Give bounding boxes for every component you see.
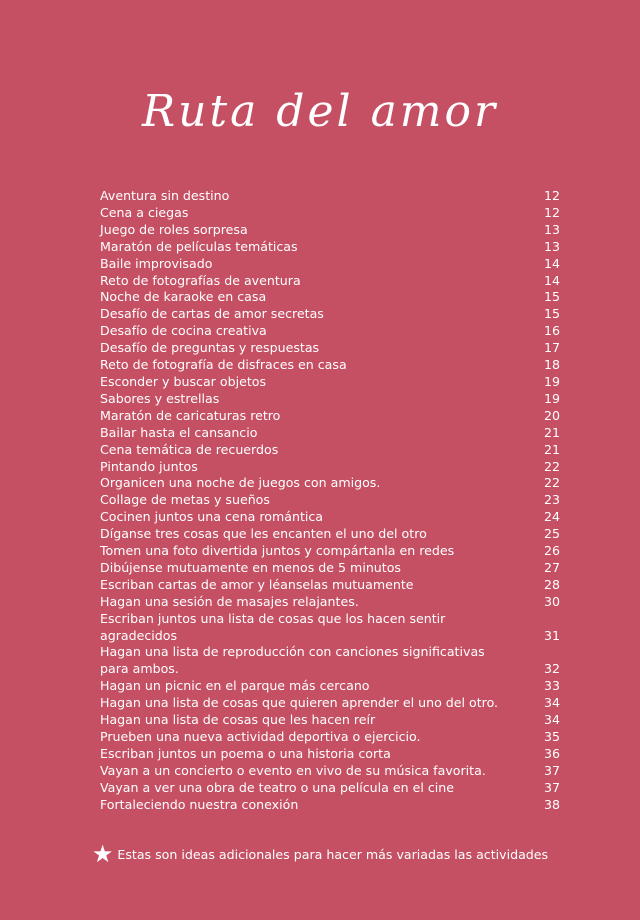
toc-entry-title: Maratón de caricaturas retro xyxy=(100,407,281,423)
toc-entry xyxy=(100,239,560,256)
toc-entry xyxy=(100,577,560,594)
toc-entry-title: Escriban juntos una lista de cosas que los hacen sentir agradecidos xyxy=(100,610,446,643)
toc-entry xyxy=(100,526,560,543)
toc-entry-title: Vayan a ver una obra de teatro o una película en el cine xyxy=(100,779,454,795)
toc-entry xyxy=(100,323,560,340)
toc-entry-title: Díganse tres cosas que les encanten el uno del otro xyxy=(100,526,427,542)
toc-entry xyxy=(100,678,560,695)
toc-entry-title: Dibújense mutuamente en menos de 5 minutos xyxy=(100,559,401,575)
toc-entry xyxy=(100,374,560,391)
toc-entry-title: Escriban juntos un poema o una historia corta xyxy=(100,745,391,761)
toc-entry xyxy=(100,644,560,678)
toc-entry-page: 28 xyxy=(543,576,560,592)
toc-entry-page: 21 xyxy=(543,424,560,440)
toc-entry xyxy=(100,273,560,290)
toc-entry-title: Reto de fotografías de aventura xyxy=(100,272,301,288)
toc-entry xyxy=(100,594,560,611)
star-icon: ★ xyxy=(91,840,114,868)
toc-entry-title: Vayan a un concierto o evento en vivo de su música favorita. xyxy=(100,762,486,778)
toc-entry xyxy=(100,289,560,306)
toc-entry xyxy=(100,306,560,323)
toc-entry-page: 19 xyxy=(543,373,560,389)
footer-text: Estas son ideas adicionales para hacer más variadas las actividades xyxy=(117,846,549,862)
page-title: Ruta del amor xyxy=(141,86,499,137)
toc-entry-title: Prueben una nueva actividad deportiva o ejercicio. xyxy=(100,729,421,744)
toc-entry-page: 17 xyxy=(543,340,560,356)
toc-entry-title: Cena temática de recuerdos xyxy=(100,441,279,457)
toc-entry-page: 22 xyxy=(543,458,560,474)
toc-entry-page: 15 xyxy=(543,306,560,322)
toc-entry xyxy=(100,222,560,239)
toc-entry xyxy=(100,712,560,729)
toc-entry-title: Organicen una noche de juegos con amigos. xyxy=(100,475,381,491)
toc-entry-page: 34 xyxy=(543,695,560,711)
toc-entry-title: Hagan un picnic en el parque más cercano xyxy=(100,678,370,694)
toc-entry-page: 37 xyxy=(543,779,560,795)
toc-entry xyxy=(100,357,560,374)
toc-entry xyxy=(100,256,560,273)
toc-entry-title: Cocinen juntos una cena romántica xyxy=(100,509,324,525)
toc-entry xyxy=(100,442,560,459)
toc-entry-title: Desafío de cocina creativa xyxy=(100,323,267,339)
toc-entry-title: Escriban cartas de amor y léanselas mutuamente xyxy=(100,576,414,592)
toc-entry-title: Tomen una foto divertida juntos y compártanla en redes xyxy=(100,543,455,559)
toc-entry-page: 13 xyxy=(543,238,560,254)
toc-entry-page: 12 xyxy=(543,188,560,203)
toc-entry-title: Esconder y buscar objetos xyxy=(100,373,267,389)
toc-entry-title: Collage de metas y sueños xyxy=(100,492,270,508)
toc-entry-page: 22 xyxy=(543,475,560,491)
toc-entry xyxy=(100,459,560,476)
toc-entry-page: 34 xyxy=(543,712,560,728)
toc-entry-title: Desafío de cartas de amor secretas xyxy=(100,306,324,322)
toc-entry-title: Noche de karaoke en casa xyxy=(100,289,267,305)
toc-entry-page: 26 xyxy=(543,543,560,559)
toc-entry xyxy=(100,611,560,645)
toc-entry xyxy=(100,188,560,205)
toc-entry xyxy=(100,763,560,780)
toc-entry-page: 23 xyxy=(543,492,560,508)
toc-entry xyxy=(100,543,560,560)
toc-entry xyxy=(100,391,560,408)
toc-entry xyxy=(100,746,560,763)
toc-entry-title: Hagan una lista de cosas que les hacen reír xyxy=(100,712,376,728)
toc-entry xyxy=(100,695,560,712)
toc-entry-title: Pintando juntos xyxy=(100,458,198,474)
table-of-contents xyxy=(100,188,560,814)
toc-entry-page: 33 xyxy=(543,678,560,694)
toc-entry xyxy=(100,560,560,577)
toc-entry-page: 30 xyxy=(543,593,560,609)
toc-entry-page: 14 xyxy=(543,272,560,288)
toc-entry-page: 20 xyxy=(543,407,560,423)
toc-entry-title: Hagan una lista de cosas que quieren aprender el uno del otro. xyxy=(100,695,499,711)
toc-entry xyxy=(100,729,560,746)
toc-entry xyxy=(100,475,560,492)
toc-entry xyxy=(100,425,560,442)
toc-entry xyxy=(100,797,560,814)
toc-entry-page: 37 xyxy=(543,762,560,778)
toc-entry xyxy=(100,408,560,425)
toc-entry xyxy=(100,492,560,509)
toc-entry-page: 38 xyxy=(543,796,560,812)
toc-entry-title: Hagan una sesión de masajes relajantes. xyxy=(100,593,359,609)
toc-entry-title: Aventura sin destino xyxy=(100,188,230,203)
toc-entry-page: 15 xyxy=(543,289,560,305)
toc-entry-page: 14 xyxy=(543,255,560,271)
toc-entry xyxy=(100,509,560,526)
toc-entry-title: Maratón de películas temáticas xyxy=(100,238,298,254)
toc-entry-page: 32 xyxy=(543,661,560,677)
toc-entry-title: Hagan una lista de reproducción con canciones significativas para ambos. xyxy=(100,644,485,677)
toc-entry xyxy=(100,780,560,797)
toc-entry-page: 27 xyxy=(543,559,560,575)
toc-entry-page: 25 xyxy=(543,526,560,542)
toc-entry-title: Cena a ciegas xyxy=(100,204,189,220)
toc-entry-page: 12 xyxy=(543,204,560,220)
toc-entry-title: Sabores y estrellas xyxy=(100,390,220,406)
toc-entry-page: 16 xyxy=(543,323,560,339)
toc-entry-page: 19 xyxy=(543,390,560,406)
toc-entry-page: 35 xyxy=(543,729,560,744)
toc-entry-page: 24 xyxy=(543,509,560,525)
toc-entry xyxy=(100,340,560,357)
toc-entry-page: 21 xyxy=(543,441,560,457)
toc-entry-title: Fortaleciendo nuestra conexión xyxy=(100,796,299,812)
toc-entry-title: Baile improvisado xyxy=(100,255,213,271)
footer-note xyxy=(0,842,640,866)
toc-entry-page: 18 xyxy=(543,357,560,373)
toc-entry-title: Reto de fotografía de disfraces en casa xyxy=(100,357,347,373)
toc-entry-page: 31 xyxy=(543,627,560,643)
toc-entry-page: 36 xyxy=(543,745,560,761)
toc-entry xyxy=(100,205,560,222)
toc-entry-title: Bailar hasta el cansancio xyxy=(100,424,258,440)
toc-entry-page: 13 xyxy=(543,221,560,237)
toc-entry-title: Juego de roles sorpresa xyxy=(100,221,248,237)
toc-entry-title: Desafío de preguntas y respuestas xyxy=(100,340,320,356)
